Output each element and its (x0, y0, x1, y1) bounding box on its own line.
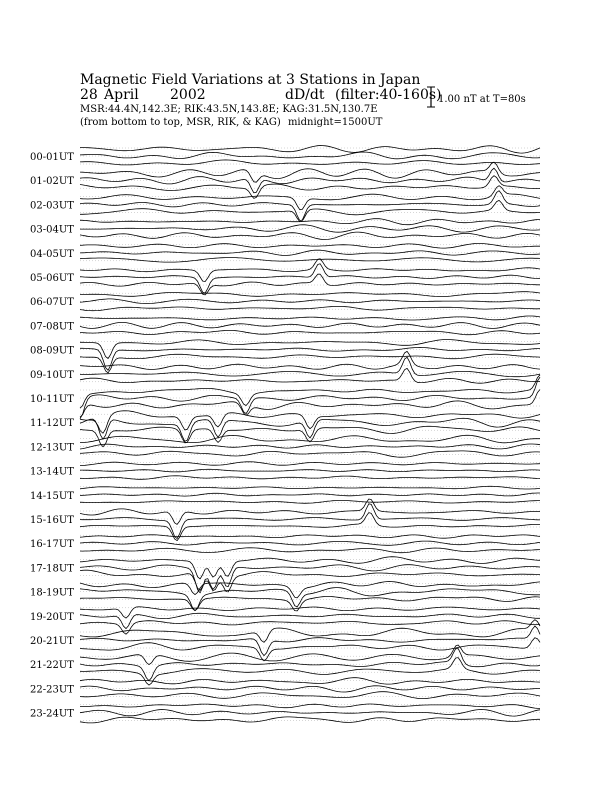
trace-msr (80, 330, 540, 334)
trace-msr (80, 368, 540, 383)
quantity-label: dD/dt (285, 87, 325, 103)
hour-label: 05-06UT (30, 273, 74, 284)
hour-label: 20-21UT (30, 636, 74, 647)
date-year: 2002 (170, 87, 206, 103)
trace-rik (80, 264, 540, 293)
hour-label: 09-10UT (30, 369, 74, 381)
hour-row (30, 186, 540, 222)
hour-row (30, 620, 540, 661)
hour-label: 06-07UT (30, 297, 74, 309)
hour-row (30, 704, 540, 723)
hour-row (30, 645, 540, 685)
trace-kag (80, 316, 540, 320)
hour-label: 08-09UT (30, 345, 74, 357)
hour-row (30, 340, 540, 373)
hour-label: 19-20UT (30, 611, 74, 623)
trace-kag (80, 678, 540, 684)
hour-row (30, 219, 540, 240)
hour-label: 15-16UT (30, 515, 74, 526)
chart-title: Magnetic Field Variations at 3 Stations in Japan (80, 72, 421, 88)
hour-row (30, 582, 540, 611)
hour-label: 02-03UT (30, 200, 74, 212)
date-month: April (104, 87, 139, 103)
trace-msr (80, 548, 540, 553)
hour-label: 23-24UT (30, 708, 74, 720)
trace-kag (80, 351, 540, 369)
trace-msr (80, 476, 540, 480)
filter-label: (filter:40-160s) (335, 87, 442, 103)
trace-msr (80, 258, 540, 263)
hour-label: 04-05UT (30, 248, 74, 260)
order-note: (from bottom to top, MSR, RIK, & KAG) (80, 117, 281, 128)
hour-row (30, 259, 540, 295)
trace-rik (80, 444, 540, 449)
trace-msr (80, 570, 540, 592)
hour-row (30, 678, 540, 699)
hour-label: 17-18UT (30, 563, 74, 575)
trace-msr (80, 200, 540, 221)
hour-row (30, 435, 540, 457)
hour-label: 18-19UT (30, 587, 74, 599)
trace-msr (80, 426, 540, 447)
hour-label: 03-04UT (30, 224, 74, 236)
hour-row (30, 292, 540, 311)
trace-kag (80, 259, 540, 282)
trace-rik (80, 152, 540, 159)
hour-row (30, 499, 540, 541)
hour-row (30, 462, 540, 480)
hour-row (30, 535, 540, 553)
hour-label: 01-02UT (30, 176, 74, 188)
trace-rik (80, 493, 540, 496)
trace-msr (80, 306, 540, 310)
hour-label: 10-11UT (30, 394, 74, 405)
trace-kag (80, 462, 540, 466)
trace-rik (80, 686, 540, 692)
hour-row (30, 244, 540, 263)
hour-row (30, 411, 540, 447)
trace-rik (80, 191, 540, 221)
trace-kag (80, 375, 540, 408)
hour-row (30, 375, 540, 419)
trace-msr (80, 232, 540, 239)
trace-rik (80, 565, 540, 593)
trace-rik (80, 504, 540, 539)
trace-msr (80, 692, 540, 699)
trace-kag (80, 244, 540, 249)
hour-label: 22-23UT (30, 684, 74, 696)
trace-msr (80, 513, 540, 541)
scale-label: 1.00 nT at T=80s (438, 94, 526, 105)
hour-row (30, 162, 540, 198)
hour-label: 11-12UT (30, 418, 74, 430)
hour-label: 21-22UT (30, 660, 74, 672)
hour-label: 07-08UT (30, 321, 74, 333)
midnight-note: midnight=1500UT (287, 117, 383, 128)
hour-row (30, 316, 540, 335)
trace-kag (80, 146, 540, 154)
hour-label: 16-17UT (30, 539, 74, 551)
hour-row (30, 146, 540, 165)
stations-line: MSR:44.4N,142.3E; RIK:43.5N,143.8E; KAG:31.5N,130.7E (80, 104, 378, 115)
trace-rik (80, 225, 540, 232)
hour-row (30, 607, 540, 634)
trace-rik (80, 250, 540, 255)
hour-row (30, 486, 540, 503)
trace-msr (80, 354, 540, 373)
hour-label: 14-15UT (30, 490, 74, 502)
trace-msr (80, 638, 540, 661)
hour-label: 00-01UT (30, 152, 74, 163)
date-day: 28 (80, 87, 98, 103)
hour-row (30, 557, 540, 593)
trace-kag (80, 292, 540, 297)
hour-label: 13-14UT (30, 466, 74, 478)
trace-msr (80, 390, 540, 418)
trace-msr (80, 451, 540, 457)
trace-kag (80, 219, 540, 225)
trace-msr (80, 717, 540, 723)
hour-label: 12-13UT (30, 442, 74, 454)
